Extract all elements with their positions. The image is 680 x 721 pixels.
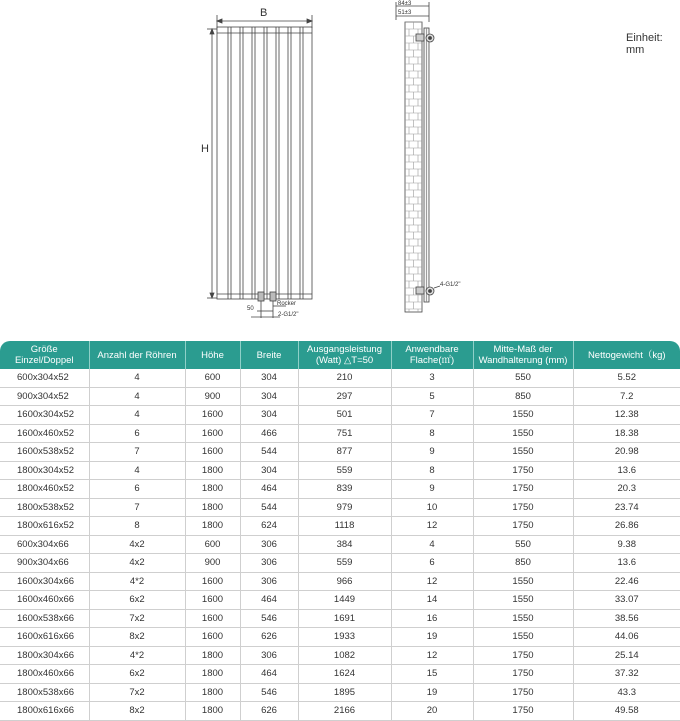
table-cell: 1600 [185, 591, 240, 610]
header-bracket-distance: Mitte-Maß der Wandhalterung (mm) [473, 341, 573, 369]
table-cell: 466 [240, 424, 298, 443]
table-cell: 751 [298, 424, 391, 443]
table-cell: 1750 [473, 646, 573, 665]
table-cell: 1750 [473, 665, 573, 684]
table-cell: 550 [473, 369, 573, 387]
table-row [0, 480, 680, 499]
header-height: Höhe [185, 341, 240, 369]
table-cell: 49.58 [573, 702, 680, 721]
table-cell: 1600 [185, 406, 240, 425]
table-cell: 1600x304x66 [0, 572, 89, 591]
table-cell: 5.52 [573, 369, 680, 387]
table-cell: 4 [89, 369, 185, 387]
table-row [0, 646, 680, 665]
table-cell: 16 [391, 609, 473, 628]
side-dim-84: 84±3 [398, 1, 412, 7]
table-row [0, 609, 680, 628]
table-row [0, 628, 680, 647]
table-cell: 5 [391, 387, 473, 406]
table-cell: 464 [240, 591, 298, 610]
side-view [396, 2, 440, 312]
table-cell: 501 [298, 406, 391, 425]
table-cell: 1800 [185, 461, 240, 480]
table-cell: 1750 [473, 683, 573, 702]
table-cell: 10 [391, 498, 473, 517]
table-cell: 600x304x66 [0, 535, 89, 554]
table-cell: 1550 [473, 443, 573, 462]
table-row [0, 572, 680, 591]
table-header-row [0, 341, 680, 369]
table-cell: 1750 [473, 498, 573, 517]
table-cell: 1600 [185, 609, 240, 628]
table-cell: 1550 [473, 591, 573, 610]
table-cell: 1800x538x66 [0, 683, 89, 702]
side-dim-51: 51±3 [398, 10, 412, 16]
table-cell: 1600 [185, 628, 240, 647]
table-cell: 1800 [185, 702, 240, 721]
table-cell: 464 [240, 665, 298, 684]
table-cell: 1624 [298, 665, 391, 684]
table-cell: 6x2 [89, 665, 185, 684]
table-cell: 1550 [473, 424, 573, 443]
table-cell: 306 [240, 646, 298, 665]
table-cell: 4*2 [89, 572, 185, 591]
table-cell: 7 [391, 406, 473, 425]
table-row [0, 683, 680, 702]
table-cell: 306 [240, 554, 298, 573]
table-cell: 1800 [185, 498, 240, 517]
table-cell: 1600x460x66 [0, 591, 89, 610]
table-cell: 1800 [185, 683, 240, 702]
table-cell: 23.74 [573, 498, 680, 517]
table-cell: 1600x304x52 [0, 406, 89, 425]
table-cell: 4 [391, 535, 473, 554]
height-label-h: H [201, 143, 209, 155]
table-cell: 546 [240, 609, 298, 628]
front-view [207, 15, 312, 318]
table-cell: 600 [185, 369, 240, 387]
table-cell: 1800x616x52 [0, 517, 89, 536]
table-cell: 1800x460x52 [0, 480, 89, 499]
table-cell: 877 [298, 443, 391, 462]
table-cell: 1800 [185, 480, 240, 499]
table-cell: 44.06 [573, 628, 680, 647]
table-cell: 4x2 [89, 554, 185, 573]
table-cell: 559 [298, 554, 391, 573]
table-cell: 37.32 [573, 665, 680, 684]
table-cell: 1800x538x52 [0, 498, 89, 517]
table-row [0, 665, 680, 684]
table-cell: 464 [240, 480, 298, 499]
table-cell: 850 [473, 387, 573, 406]
table-row [0, 461, 680, 480]
table-cell: 7 [89, 443, 185, 462]
table-cell: 4x2 [89, 535, 185, 554]
table-cell: 304 [240, 387, 298, 406]
table-cell: 12 [391, 517, 473, 536]
table-cell: 1118 [298, 517, 391, 536]
table-cell: 550 [473, 535, 573, 554]
table-cell: 12 [391, 572, 473, 591]
table-cell: 1600 [185, 443, 240, 462]
table-cell: 13.6 [573, 461, 680, 480]
table-cell: 1750 [473, 517, 573, 536]
table-cell: 43.3 [573, 683, 680, 702]
table-cell: 12 [391, 646, 473, 665]
table-cell: 600 [185, 535, 240, 554]
table-cell: 7 [89, 498, 185, 517]
table-cell: 544 [240, 498, 298, 517]
front-view-labels [201, 7, 298, 318]
table-cell: 1082 [298, 646, 391, 665]
table-cell: 979 [298, 498, 391, 517]
table-cell: 6 [89, 424, 185, 443]
connector-label: 4-G1/2" [440, 282, 461, 288]
table-cell: 33.07 [573, 591, 680, 610]
table-row [0, 591, 680, 610]
table-cell: 966 [298, 572, 391, 591]
table-cell: 6 [89, 480, 185, 499]
table-cell: 544 [240, 443, 298, 462]
table-row [0, 369, 680, 387]
table-cell: 626 [240, 702, 298, 721]
table-row [0, 517, 680, 536]
table-cell: 210 [298, 369, 391, 387]
table-cell: 1933 [298, 628, 391, 647]
table-cell: 1550 [473, 628, 573, 647]
table-cell: 1691 [298, 609, 391, 628]
header-size: Größe Einzel/Doppel [0, 341, 89, 369]
table-cell: 9 [391, 443, 473, 462]
table-cell: 1800x304x52 [0, 461, 89, 480]
table-cell: 1800x304x66 [0, 646, 89, 665]
table-cell: 20.3 [573, 480, 680, 499]
table-cell: 900 [185, 387, 240, 406]
table-cell: 4*2 [89, 646, 185, 665]
table-cell: 304 [240, 406, 298, 425]
table-cell: 900 [185, 554, 240, 573]
table-cell: 8 [89, 517, 185, 536]
table-cell: 12.38 [573, 406, 680, 425]
table-cell: 900x304x66 [0, 554, 89, 573]
table-cell: 559 [298, 461, 391, 480]
header-tube-count: Anzahl der Röhren [89, 341, 185, 369]
table-row [0, 554, 680, 573]
table-cell: 297 [298, 387, 391, 406]
table-cell: 15 [391, 665, 473, 684]
table-cell: 1600 [185, 572, 240, 591]
table-cell: 1895 [298, 683, 391, 702]
header-net-weight: Nettogewicht（kg) [573, 341, 680, 369]
table-cell: 38.56 [573, 609, 680, 628]
table-cell: 384 [298, 535, 391, 554]
unit-note: Einheit: mm [626, 32, 663, 56]
table-cell: 8 [391, 461, 473, 480]
table-cell: 1800 [185, 517, 240, 536]
table-cell: 4 [89, 461, 185, 480]
table-cell: 19 [391, 683, 473, 702]
table-cell: 1600 [185, 424, 240, 443]
table-cell: 6 [391, 554, 473, 573]
header-output: Ausgangsleistung (Watt) △T=50 [298, 341, 391, 369]
table-cell: 626 [240, 628, 298, 647]
table-cell: 1550 [473, 572, 573, 591]
table-cell: 8x2 [89, 702, 185, 721]
table-row [0, 406, 680, 425]
table-cell: 20.98 [573, 443, 680, 462]
table-cell: 7x2 [89, 609, 185, 628]
table-cell: 839 [298, 480, 391, 499]
table-cell: 304 [240, 369, 298, 387]
table-cell: 1600x538x66 [0, 609, 89, 628]
table-cell: 3 [391, 369, 473, 387]
table-cell: 1800 [185, 646, 240, 665]
table-cell: 1600x538x52 [0, 443, 89, 462]
table-row [0, 443, 680, 462]
table-cell: 4 [89, 406, 185, 425]
table-cell: 1800x460x66 [0, 665, 89, 684]
table-cell: 306 [240, 535, 298, 554]
table-cell: 1449 [298, 591, 391, 610]
table-cell: 1800x616x66 [0, 702, 89, 721]
table-cell: 1550 [473, 609, 573, 628]
table-cell: 7x2 [89, 683, 185, 702]
table-row [0, 498, 680, 517]
table-row [0, 535, 680, 554]
width-label-b: B [260, 7, 268, 19]
header-area: Anwendbare Flache(㎡) [391, 341, 473, 369]
table-cell: 22.46 [573, 572, 680, 591]
table-cell: 14 [391, 591, 473, 610]
table-cell: 1550 [473, 406, 573, 425]
table-cell: 9.38 [573, 535, 680, 554]
table-cell: 306 [240, 572, 298, 591]
table-cell: 1600x616x66 [0, 628, 89, 647]
radiator-technical-drawing [0, 0, 680, 330]
header-width: Breite [240, 341, 298, 369]
table-cell: 26.86 [573, 517, 680, 536]
table-cell: 304 [240, 461, 298, 480]
table-cell: 2166 [298, 702, 391, 721]
table-cell: 19 [391, 628, 473, 647]
table-cell: 13.6 [573, 554, 680, 573]
table-cell: 546 [240, 683, 298, 702]
table-cell: 1750 [473, 480, 573, 499]
table-cell: 25.14 [573, 646, 680, 665]
table-cell: 850 [473, 554, 573, 573]
table-cell: 624 [240, 517, 298, 536]
table-cell: 600x304x52 [0, 369, 89, 387]
table-cell: 18.38 [573, 424, 680, 443]
table-cell: 9 [391, 480, 473, 499]
dim-50-label: 50 [247, 306, 254, 312]
table-cell: 6x2 [89, 591, 185, 610]
table-row [0, 702, 680, 721]
table-cell: 900x304x52 [0, 387, 89, 406]
table-cell: 1750 [473, 702, 573, 721]
table-row [0, 424, 680, 443]
table-cell: 4 [89, 387, 185, 406]
table-cell: 7.2 [573, 387, 680, 406]
table-cell: 8 [391, 424, 473, 443]
table-cell: 1600x460x52 [0, 424, 89, 443]
rocker-label: Rocker [277, 301, 297, 307]
table-cell: 20 [391, 702, 473, 721]
table-cell: 1750 [473, 461, 573, 480]
inlet-label: 2-G1/2" [278, 312, 299, 318]
spec-table [0, 341, 680, 721]
table-cell: 1800 [185, 665, 240, 684]
table-cell: 8x2 [89, 628, 185, 647]
table-row [0, 387, 680, 406]
